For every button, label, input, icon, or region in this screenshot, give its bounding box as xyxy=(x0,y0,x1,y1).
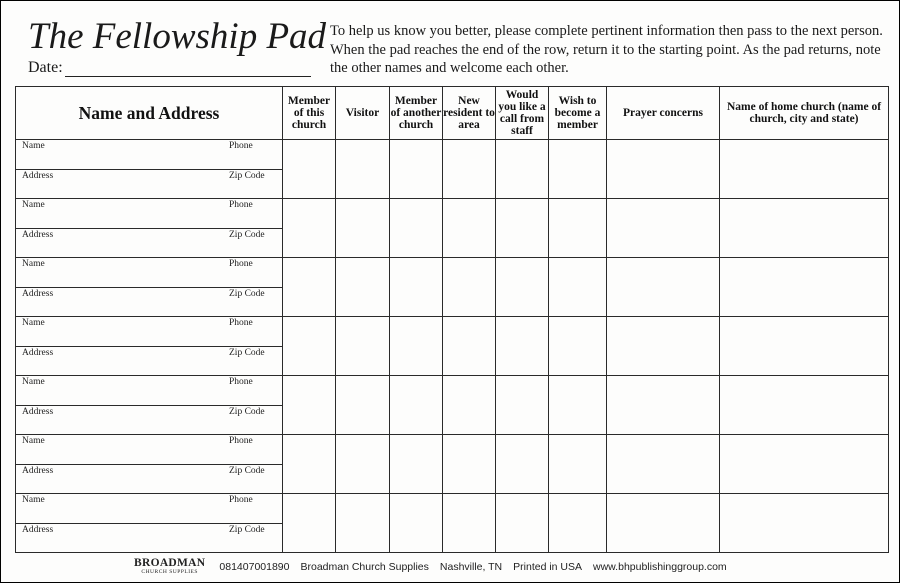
call-from-staff-checkbox-cell[interactable] xyxy=(496,376,549,435)
become-member-checkbox-cell[interactable] xyxy=(549,140,607,199)
visitor-checkbox-cell[interactable] xyxy=(336,435,390,494)
table-row xyxy=(16,199,889,258)
visitor-checkbox-cell[interactable] xyxy=(336,258,390,317)
member-another-church-checkbox-cell[interactable] xyxy=(390,376,443,435)
publisher-location: Nashville, TN xyxy=(439,561,503,573)
address-label: Address xyxy=(22,171,54,181)
member-another-church-checkbox-cell[interactable] xyxy=(390,317,443,376)
zip-code-label: Zip Code xyxy=(229,466,265,476)
prayer-concerns-cell[interactable] xyxy=(607,317,720,376)
col-header-name-address: Name and Address xyxy=(16,87,283,140)
zip-code-label: Zip Code xyxy=(229,230,265,240)
date-field[interactable] xyxy=(28,59,311,77)
table-row xyxy=(16,494,889,553)
phone-label: Phone xyxy=(229,377,253,387)
visitor-checkbox-cell[interactable] xyxy=(336,317,390,376)
prayer-concerns-cell[interactable] xyxy=(607,258,720,317)
phone-label: Phone xyxy=(229,495,253,505)
name-address-cell[interactable] xyxy=(16,140,283,199)
col-header-member-this-church: Member of this church xyxy=(283,87,336,140)
logo-sub-text: CHURCH SUPPLIES xyxy=(141,569,198,575)
member-this-church-checkbox-cell[interactable] xyxy=(283,140,336,199)
row-divider xyxy=(16,523,282,524)
member-this-church-checkbox-cell[interactable] xyxy=(283,494,336,553)
home-church-cell[interactable] xyxy=(720,258,889,317)
name-address-cell[interactable] xyxy=(16,199,283,258)
row-divider xyxy=(16,228,282,229)
member-another-church-checkbox-cell[interactable] xyxy=(390,494,443,553)
table-row xyxy=(16,317,889,376)
name-address-cell[interactable] xyxy=(16,494,283,553)
product-code: 081407001890 xyxy=(219,561,290,573)
home-church-cell[interactable] xyxy=(720,317,889,376)
visitor-checkbox-cell[interactable] xyxy=(336,376,390,435)
phone-label: Phone xyxy=(229,318,253,328)
address-label: Address xyxy=(22,407,54,417)
member-this-church-checkbox-cell[interactable] xyxy=(283,317,336,376)
zip-code-label: Zip Code xyxy=(229,348,265,358)
member-this-church-checkbox-cell[interactable] xyxy=(283,435,336,494)
become-member-checkbox-cell[interactable] xyxy=(549,494,607,553)
address-label: Address xyxy=(22,348,54,358)
prayer-concerns-cell[interactable] xyxy=(607,494,720,553)
home-church-cell[interactable] xyxy=(720,199,889,258)
address-label: Address xyxy=(22,230,54,240)
col-header-prayer-concerns: Prayer concerns xyxy=(607,87,720,140)
new-resident-checkbox-cell[interactable] xyxy=(443,317,496,376)
visitor-checkbox-cell[interactable] xyxy=(336,140,390,199)
row-divider xyxy=(16,464,282,465)
col-header-become-member: Wish to become a member xyxy=(549,87,607,140)
member-another-church-checkbox-cell[interactable] xyxy=(390,199,443,258)
call-from-staff-checkbox-cell[interactable] xyxy=(496,258,549,317)
row-divider xyxy=(16,346,282,347)
col-header-new-resident: New resident to area xyxy=(443,87,496,140)
instructions-text: To help us know you better, please complete pertinent information then pass to the next person. When the pad reaches the end of the row, return it to the starting point. As the pad returns, note the other names and welcome each other. xyxy=(330,23,883,76)
member-another-church-checkbox-cell[interactable] xyxy=(390,258,443,317)
fellowship-table xyxy=(15,86,889,553)
name-label: Name xyxy=(22,436,45,446)
prayer-concerns-cell[interactable] xyxy=(607,140,720,199)
call-from-staff-checkbox-cell[interactable] xyxy=(496,435,549,494)
name-address-cell[interactable] xyxy=(16,317,283,376)
date-line[interactable] xyxy=(65,63,311,77)
call-from-staff-checkbox-cell[interactable] xyxy=(496,494,549,553)
name-label: Name xyxy=(22,318,45,328)
member-this-church-checkbox-cell[interactable] xyxy=(283,376,336,435)
zip-code-label: Zip Code xyxy=(229,289,265,299)
publisher-name: Broadman Church Supplies xyxy=(300,561,429,573)
home-church-cell[interactable] xyxy=(720,494,889,553)
name-label: Name xyxy=(22,495,45,505)
prayer-concerns-cell[interactable] xyxy=(607,199,720,258)
address-label: Address xyxy=(22,466,54,476)
table-row xyxy=(16,258,889,317)
table-row xyxy=(16,140,889,199)
call-from-staff-checkbox-cell[interactable] xyxy=(496,140,549,199)
name-address-cell[interactable] xyxy=(16,258,283,317)
call-from-staff-checkbox-cell[interactable] xyxy=(496,199,549,258)
date-label: Date: xyxy=(28,59,63,76)
new-resident-checkbox-cell[interactable] xyxy=(443,494,496,553)
become-member-checkbox-cell[interactable] xyxy=(549,317,607,376)
become-member-checkbox-cell[interactable] xyxy=(549,258,607,317)
broadman-logo xyxy=(134,558,205,576)
new-resident-checkbox-cell[interactable] xyxy=(443,435,496,494)
visitor-checkbox-cell[interactable] xyxy=(336,494,390,553)
become-member-checkbox-cell[interactable] xyxy=(549,199,607,258)
publisher-website[interactable]: www.bhpublishinggroup.com xyxy=(593,561,727,573)
member-this-church-checkbox-cell[interactable] xyxy=(283,258,336,317)
form-title: The Fellowship Pad xyxy=(28,16,327,57)
new-resident-checkbox-cell[interactable] xyxy=(443,376,496,435)
prayer-concerns-cell[interactable] xyxy=(607,435,720,494)
name-label: Name xyxy=(22,141,45,151)
home-church-cell[interactable] xyxy=(720,376,889,435)
prayer-concerns-cell[interactable] xyxy=(607,376,720,435)
name-label: Name xyxy=(22,259,45,269)
new-resident-checkbox-cell[interactable] xyxy=(443,140,496,199)
col-header-home-church: Name of home church (name of church, city and state) xyxy=(720,87,889,140)
phone-label: Phone xyxy=(229,436,253,446)
name-address-cell[interactable] xyxy=(16,376,283,435)
footer xyxy=(134,556,738,578)
table-row xyxy=(16,376,889,435)
row-divider xyxy=(16,287,282,288)
table-row xyxy=(16,435,889,494)
col-header-member-another-church: Member of another church xyxy=(390,87,443,140)
new-resident-checkbox-cell[interactable] xyxy=(443,199,496,258)
new-resident-checkbox-cell[interactable] xyxy=(443,258,496,317)
become-member-checkbox-cell[interactable] xyxy=(549,435,607,494)
col-header-visitor: Visitor xyxy=(336,87,390,140)
phone-label: Phone xyxy=(229,141,253,151)
row-divider xyxy=(16,405,282,406)
visitor-checkbox-cell[interactable] xyxy=(336,199,390,258)
table-header-row xyxy=(16,87,889,140)
name-address-cell[interactable] xyxy=(16,435,283,494)
name-label: Name xyxy=(22,377,45,387)
address-label: Address xyxy=(22,289,54,299)
row-divider xyxy=(16,169,282,170)
member-another-church-checkbox-cell[interactable] xyxy=(390,435,443,494)
zip-code-label: Zip Code xyxy=(229,525,265,535)
member-another-church-checkbox-cell[interactable] xyxy=(390,140,443,199)
home-church-cell[interactable] xyxy=(720,140,889,199)
name-label: Name xyxy=(22,200,45,210)
home-church-cell[interactable] xyxy=(720,435,889,494)
zip-code-label: Zip Code xyxy=(229,171,265,181)
printed-in: Printed in USA xyxy=(513,561,583,573)
member-this-church-checkbox-cell[interactable] xyxy=(283,199,336,258)
phone-label: Phone xyxy=(229,200,253,210)
logo-main-text: BROADMAN xyxy=(134,557,206,569)
zip-code-label: Zip Code xyxy=(229,407,265,417)
address-label: Address xyxy=(22,525,54,535)
call-from-staff-checkbox-cell[interactable] xyxy=(496,317,549,376)
become-member-checkbox-cell[interactable] xyxy=(549,376,607,435)
phone-label: Phone xyxy=(229,259,253,269)
col-header-call-from-staff: Would you like a call from staff xyxy=(496,87,549,140)
